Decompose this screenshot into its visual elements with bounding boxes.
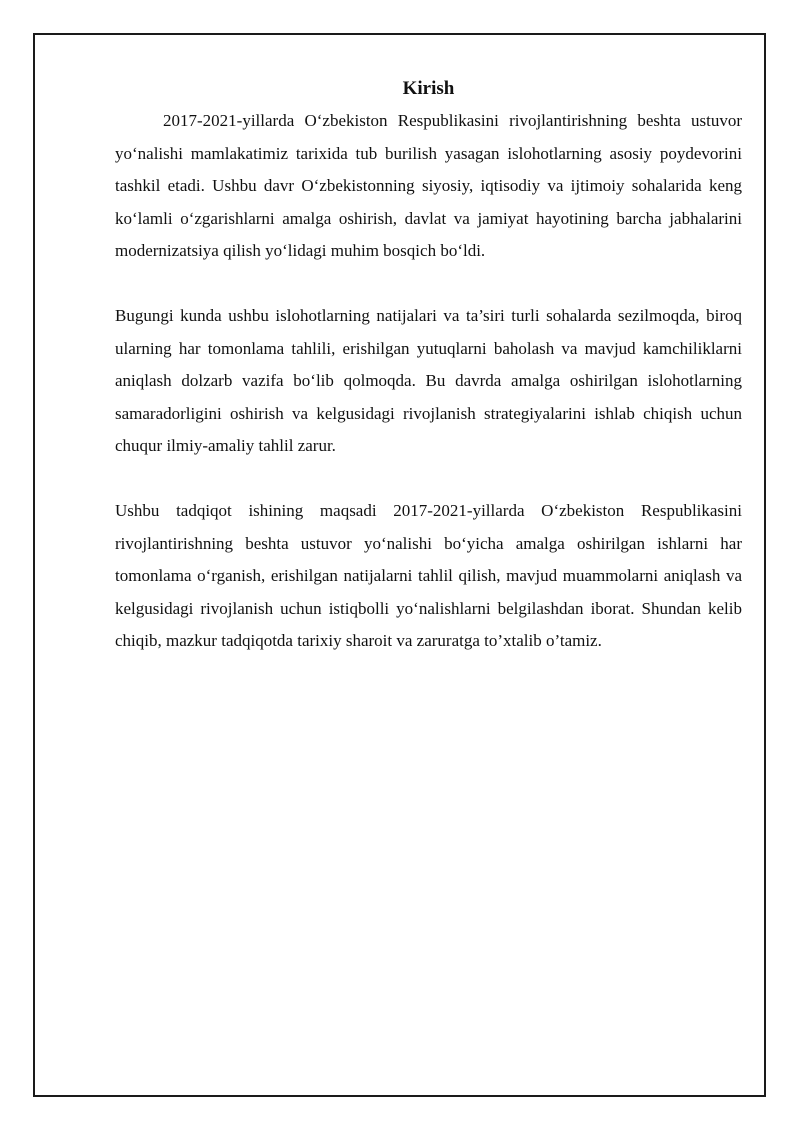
paragraph-2: Bugungi kunda ushbu islohotlarning natijalari va ta’siri turli sohalarda sezilmoqda, biroq ularning har tomonlama tahlili, erishilgan yutuqlarni baholash va mavjud kamchiliklarni aniqlash dolzarb vazifa bo‘lib qolmoqda. Bu davrda amalga oshirilgan islohotlarning samaradorligini oshirish va kelgusidagi rivojlanish strategiyalarini ishlab chiqish uchun chuqur ilmiy-amaliy tahlil zarur. xyxy=(115,306,742,455)
document-body xyxy=(115,75,742,658)
paragraph-spacer xyxy=(115,268,742,301)
paragraph-3: Ushbu tadqiqot ishining maqsadi 2017-2021-yillarda O‘zbekiston Respublikasini rivojlantirishning beshta ustuvor yo‘nalishi bo‘yicha amalga oshirilgan ishlarni har tomonlama o‘rganish, erishilgan natijalarni tahlil qilish, mavjud muammolarni aniqlash va kelgusidagi rivojlanish uchun istiqbolli yo‘nalishlarni belgilashdan iborat. Shundan kelib chiqib, mazkur tadqiqotda tarixiy sharoit va zaruratga to’xtalib o’tamiz. xyxy=(115,501,742,650)
paragraph-1: 2017-2021-yillarda O‘zbekiston Respublikasini rivojlantirishning beshta ustuvor yo‘nalishi mamlakatimiz tarixida tub burilish yasagan islohotlarning asosiy poydevorini tashkil etadi. Ushbu davr O‘zbekistonning siyosiy, iqtisodiy va ijtimoiy sohalarida keng ko‘lamli o‘zgarishlarni amalga oshirish, davlat va jamiyat hayotining barcha jabhalarini modernizatsiya qilish yo‘lidagi muhim bosqich bo‘ldi. xyxy=(115,111,742,260)
document-title: Kirish xyxy=(402,78,455,99)
paragraph-spacer xyxy=(115,463,742,496)
